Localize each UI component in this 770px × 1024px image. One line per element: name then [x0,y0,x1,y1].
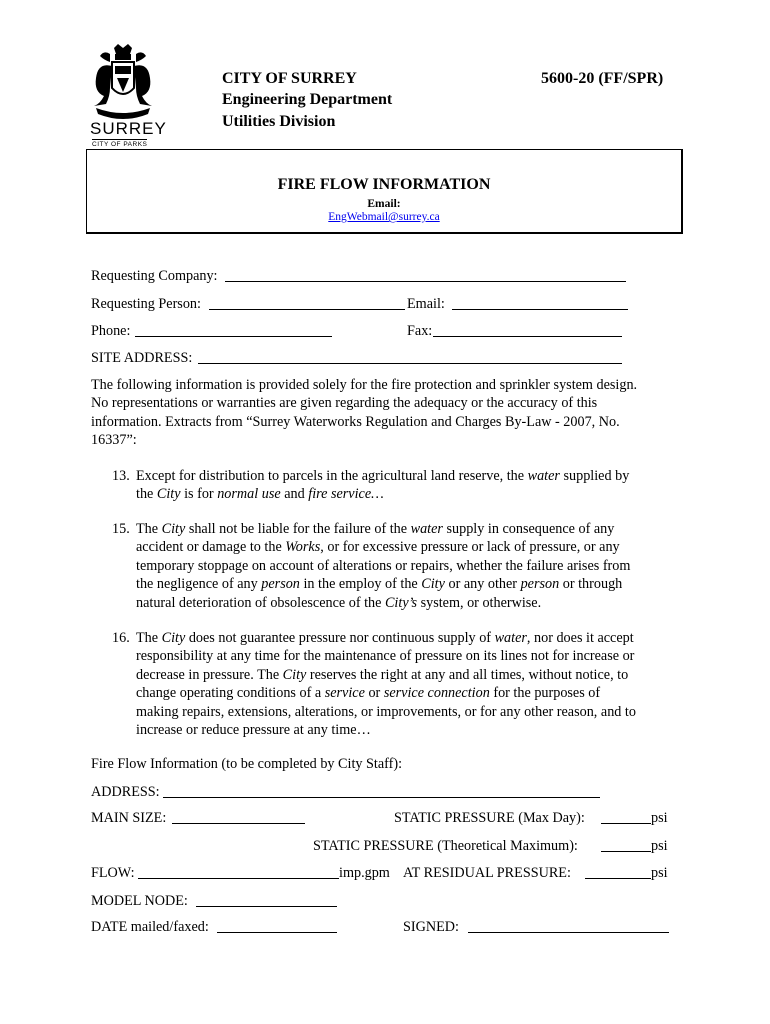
clause-number: 16. [112,630,130,646]
psi-unit: psi [651,838,668,854]
static-pressure-theoretical-field[interactable] [601,851,651,852]
surrey-crest-logo [88,44,167,148]
title-email-link[interactable]: EngWebmail@surrey.ca [328,211,440,223]
header-department: Engineering Department [222,91,393,108]
phone-field[interactable] [135,336,332,337]
model-node-label: MODEL NODE: [91,893,188,909]
clause-text: Except for distribution to parcels in the agricultural land reserve, the water supplied by the City is for normal use and fire service… [136,468,630,503]
email-field[interactable] [452,309,628,310]
requesting-person-field[interactable] [209,309,405,310]
date-mailed-field[interactable] [217,932,337,933]
title-box [86,149,683,234]
requesting-person-label: Requesting Person: [91,296,201,312]
model-node-field[interactable] [196,906,337,907]
email-label: Email: [407,296,445,312]
requesting-company-label: Requesting Company: [91,268,218,284]
flow-field[interactable] [138,878,339,879]
intro-line: 16337”: [91,432,137,449]
title-email-label: Email: [367,198,401,210]
clause-text: The City does not guarantee pressure nor continuous supply of water, nor does it accept responsibility at any time for the maintenance of pressure on its lines not for increase or decrease in pressure. The City reserves the right at any and all times, without notice, to change operating conditions of a service or service connection for the purposes of making repairs, extensions, alterations, or improvements, or for any other reason, and to increase or reduce pressure at any time… [136,630,636,739]
staff-address-field[interactable] [163,797,600,798]
main-size-field[interactable] [172,823,305,824]
signed-label: SIGNED: [403,919,459,935]
residual-pressure-field[interactable] [585,878,651,879]
intro-line: The following information is provided solely for the fire protection and sprinkler system design. [91,377,638,393]
requesting-company-field[interactable] [225,281,626,282]
fax-label: Fax: [407,323,433,339]
psi-unit: psi [651,810,668,826]
clause-number: 13. [112,468,130,484]
staff-address-label: ADDRESS: [91,784,160,800]
clause-text: The City shall not be liable for the failure of the water supply in consequence of any accident or damage to the Works, or for excessive pressure or lack of pressure, or any temporary stoppage on account of alterations or repairs, whether the failure arises from the negligence of any person in the employ of the City or any other person or through natural deterioration of obsolescence of the City’s system, or otherwise. [136,521,631,611]
intro-paragraph [91,376,681,450]
intro-line: information. Extracts from “Surrey Waterworks Regulation and Charges By-Law - 2007, No. [91,413,620,430]
psi-unit: psi [651,865,668,881]
site-address-field[interactable] [198,363,622,364]
logo-tagline: CITY OF PARKS [92,141,148,148]
flow-unit: imp.gpm [339,865,390,881]
logo-wordmark: SURREY [90,119,167,138]
header-city: CITY OF SURREY [222,70,357,87]
coat-of-arms-icon [88,44,158,124]
header-division: Utilities Division [222,113,336,130]
intro-line: No representations or warranties are given regarding the adequacy or the accuracy of this [91,395,598,412]
staff-section-heading: Fire Flow Information (to be completed by City Staff): [91,756,403,772]
form-number: 5600-20 (FF/SPR) [541,70,664,87]
static-pressure-max-field[interactable] [601,823,651,824]
signature-field[interactable] [468,932,669,933]
site-address-label: SITE ADDRESS: [91,350,193,366]
flow-label: FLOW: [91,865,135,881]
static-pressure-theoretical-label: STATIC PRESSURE (Theoretical Maximum): [313,838,578,854]
static-pressure-max-label: STATIC PRESSURE (Max Day): [394,810,585,826]
date-mailed-label: DATE mailed/faxed: [91,919,209,935]
phone-label: Phone: [91,323,131,339]
residual-pressure-label: AT RESIDUAL PRESSURE: [403,865,571,881]
form-title: FIRE FLOW INFORMATION [277,176,491,193]
main-size-label: MAIN SIZE: [91,810,167,826]
fax-field[interactable] [433,336,622,337]
clause-number: 15. [112,521,130,537]
